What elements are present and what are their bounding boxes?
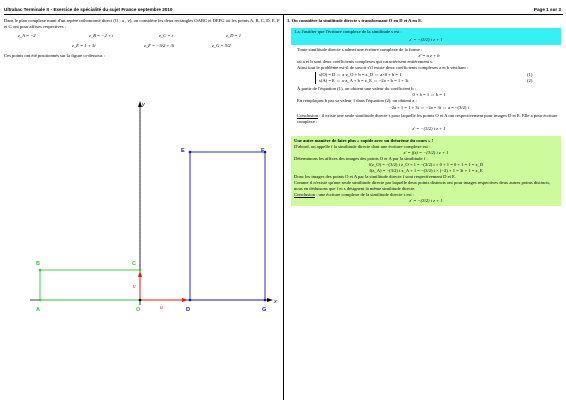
system-eq-1-number: (1) [527,72,533,77]
intro-paragraph: Dans le plan complexe muni d'un repère orthonormé direct (O ; u , v), on considère les deux rectangles OABC et DEFG où les points A, B, C, D, E, F et G ont pour affixes respectives : [4,18,280,29]
formula-general: z' = a z + b [418,53,440,58]
affix-b: z_B = −2 + i [89,33,114,38]
proof-p2: où a et b sont deux coefficients complexes qui caractérisent entièrement s. [297,59,434,64]
rectangle-oabc [40,270,140,300]
point-d-dot [189,299,192,302]
alt-eq-1: f(z_O) = −(3/2) i z_O + 1 = −(3/2) i × 0 + 1 = 0 + 1 = 1 = z_D [368,162,484,167]
alt-formula: z' = f(z) = −(3/2) i z + 1 [403,150,449,155]
point-c-dot [139,269,142,272]
alt-eq-2: f(z_A) = −(3/2) i z_A + 1 = −(3/2) i × (−2) + 1 = 3i + 1 = z_E [369,168,483,173]
proof-p1: Toute similitude directe s admet une écriture complexe de la forme : [297,47,423,52]
label-a: A [36,307,40,313]
alt-p4: Comme il n'existe qu'une seule similitude directe par laquelle deux points distincts ont pour images respectives deux autres points distincts, nous en déduisons que f et s désignent la même similitude directe. [294,180,551,191]
affix-e: z_E = 1 + 3i [72,43,96,48]
label-y-axis: y [142,102,145,108]
point-o-dot [139,299,142,302]
conclusion-1-text: : il existe une seule similitude directe s pour laquelle les points O et A ont respectivement pour images D et E. Elle a pour écriture complexe : [297,113,558,124]
affix-c: z_C = i [159,33,173,38]
equation-system [297,72,561,85]
label-g: G [262,307,267,313]
alt-conclusion-text: : une écriture complexe de la similitude directe s est : [314,192,415,197]
question-1: 1. On considère la similitude directe s transformant O en D et A en E. [287,18,423,23]
formula-main: z' = −(3/2) i z + 1 [409,37,443,42]
equation-a: −2a + 1 = 1 + 3i ⇔ −2a = 3i ⇔ a = −(3/2) i [389,105,469,110]
alternative-method-box [291,136,561,206]
point-b-dot [39,269,42,272]
equation-b: 0 + b = 1 ⇔ b = 1 [412,92,446,97]
affix-a: z_A = −2 [18,33,36,38]
conclusion-1-label: Conclusion [297,113,318,118]
vector-v-arrow [138,271,142,277]
figure-caption: Ces points ont été positionnés sur la figure ci-dessous : [4,53,105,58]
formula-conclusion: z' = −(3/2) i z + 1 [412,126,446,131]
conclusion-1 [297,113,561,125]
rectangle-defg [190,152,265,300]
point-e-dot [189,151,192,154]
page-number: Page 1 sur 3 [533,7,561,12]
system-eq-1: s(O) = D ⇔ a·z_O + b = z_D ⇔ a×0 + b = 1 [319,72,402,77]
alt-p2: Déterminons les affixes des images des points O et A par la similitude f : [294,156,428,161]
label-b: B [36,261,40,267]
label-e: E [181,148,185,154]
label-c: C [132,261,136,267]
system-eq-2: s(A) = E ⇔ a·z_A + b = z_E ⇔ −2a + b = 1 + 3i [319,78,409,83]
point-g-dot [264,299,267,302]
alt-formula-conclusion: z' = −(3/2) i z + 1 [409,198,443,203]
question-1a-box [291,28,561,45]
label-d: D [186,307,190,313]
x-axis-arrow [267,298,273,302]
proof-p4: À partir de l'équation (1), on obtient une valeur du coefficient b : [297,86,416,91]
system-eq-2-number: (2) [527,78,533,83]
document-title: Ultrabac Terminale S - Exercice de spécialité du sujet France septembre 2010 [4,7,173,12]
proof-p5: En remplaçant b par sa valeur 1 dans l'équation (2), on obtient a : [297,98,417,103]
question-1a: 1.a. Justifier que l'écriture complexe de la similitude s est : [294,29,402,34]
right-column [287,18,561,206]
point-a-dot [39,299,42,302]
system-brace [315,72,318,84]
label-x-axis: x [274,299,277,305]
vector-u-arrow [182,298,188,302]
affix-g: z_G = 5/2 [212,43,231,48]
affix-d: z_D = 1 [226,33,242,38]
alt-conclusion-label: Conclusion [294,192,315,197]
label-o: O [136,307,141,313]
affix-f: z_F = −5/2 + 3i [144,43,175,48]
label-f: F [261,148,265,154]
alt-p1: D'abord, on appelle f la similitude directe dont une écriture complexe est : [294,144,431,149]
label-vec-u: u [160,305,163,311]
proof-p3: Ainsi tout le problème est-il de savoir s'il existe deux coefficients complexes a et b vérifiant : [297,65,469,70]
proof-section [287,47,561,132]
alt-p3: Donc les images des points O et A par la similitude directe f sont respectivement D et E. [294,174,457,179]
label-vec-v: v [133,284,136,290]
alt-title: Une autre manière de faire plus « rapide avec un théorème du cours » ! [294,138,434,143]
